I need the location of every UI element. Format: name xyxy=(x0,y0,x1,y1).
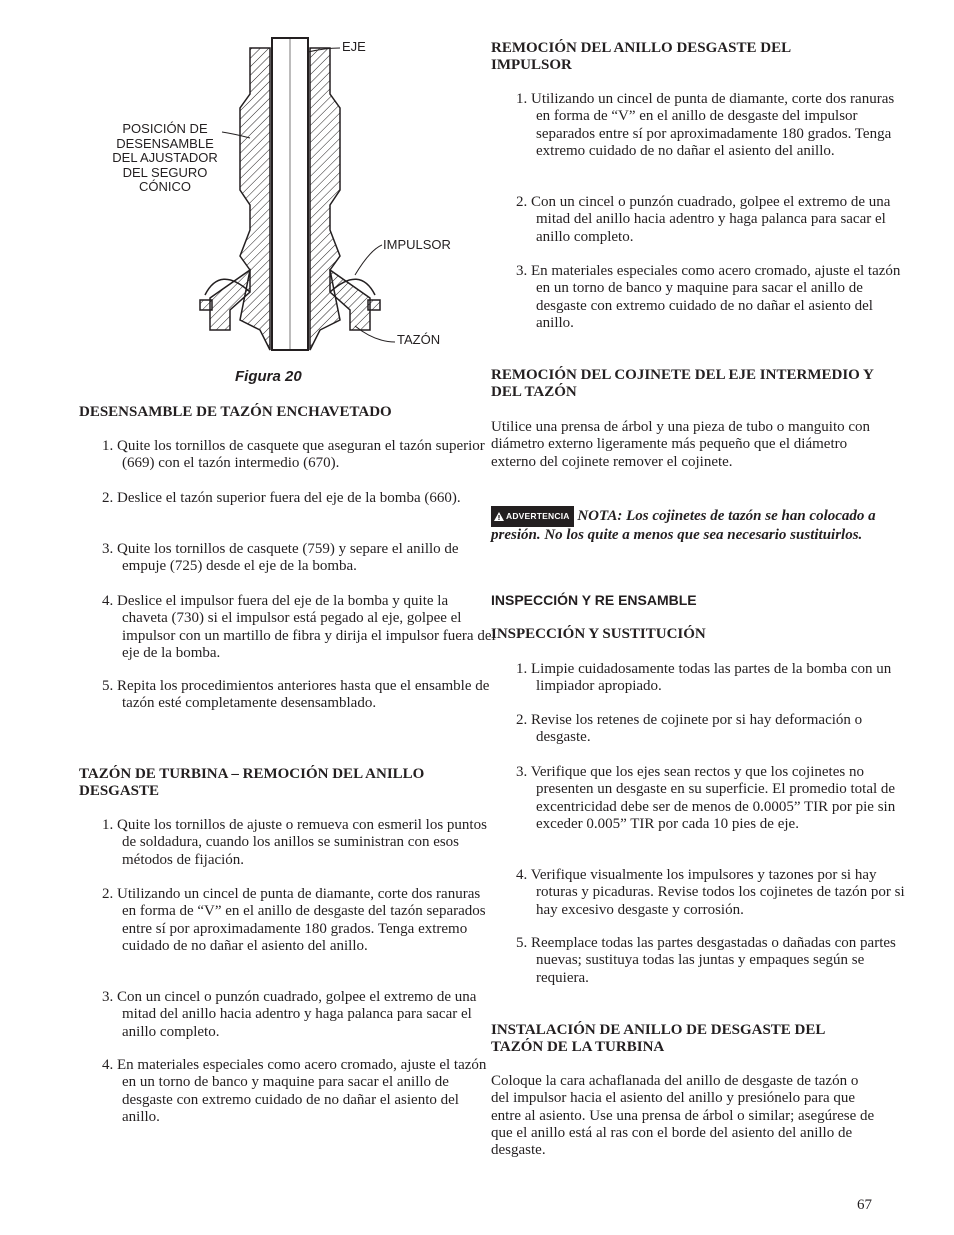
warning-badge-label: ADVERTENCIA xyxy=(506,511,570,521)
list-item: 2. Revise los retenes de cojinete por si hay deformación o desgaste. xyxy=(516,712,863,746)
label-eje: EJE xyxy=(342,39,366,54)
list-item: 1. Utilizando un cincel de punta de diamante, corte dos ranuras en forma de “V” en el anillo de desgaste del impulsor separados entre sí por aproximadamente 180 grados. Tenga extremo cuidado de no dañar el asiento del anillo. xyxy=(516,91,895,159)
figure-20 xyxy=(100,30,480,360)
list-item: 3. Con un cincel o punzón cuadrado, golpee el extremo de una mitad del anillo hacia adentro y haga palanca para sacar el anillo completo. xyxy=(102,989,477,1040)
section-heading: DESENSAMBLE DE TAZÓN ENCHAVETADO xyxy=(79,404,392,420)
warning-note xyxy=(491,506,883,545)
label-posicion-line: POSICIÓN DE xyxy=(122,121,208,136)
subsection-heading: INSPECCIÓN Y SUSTITUCIÓN xyxy=(491,626,706,642)
warning-badge xyxy=(491,506,574,527)
section-heading: REMOCIÓN DEL COJINETE DEL EJE INTERMEDIO Y DEL TAZÓN xyxy=(491,367,874,401)
label-posicion xyxy=(100,122,230,195)
label-posicion-line: DEL SEGURO xyxy=(122,164,208,180)
section-heading: REMOCIÓN DEL ANILLO DESGASTE DEL IMPULSOR xyxy=(491,40,791,74)
page-number: 67 xyxy=(857,1197,872,1213)
list-item: 4. En materiales especiales como acero cromado, ajuste el tazón en un torno de banco y maquine para sacar el anillo de desgaste con extremo cuidado de no dañar el asiento del anillo. xyxy=(102,1057,487,1125)
list-item: 5. Reemplace todas las partes desgastadas o dañadas con partes nuevas; sustituya todas las juntas y empaques según se requiera. xyxy=(516,935,896,986)
list-item: 1. Quite los tornillos de ajuste o remueva con esmeril los puntos de soldadura, cuando los anillos se suministran con esos métodos de fijación. xyxy=(102,817,487,868)
warning-triangle-icon xyxy=(494,512,504,521)
paragraph: Coloque la cara achaflanada del anillo de desgaste de tazón o del impulsor hacia el asiento del anillo y presiónelo para que entre al asiento. Use una prensa de árbol o similar; asegúrese de que el anillo está al ras con el borde del asiento del anillo de desgaste. xyxy=(491,1073,875,1159)
list-item: 5. Repita los procedimientos anteriores hasta que el ensamble de tazón esté completamente desensamblado. xyxy=(102,678,490,712)
note-text: NOTA: Los cojinetes de tazón se han colocado a presión. No los quite a menos que sea necesario sustituirlos. xyxy=(491,508,876,544)
paragraph: Utilice una prensa de árbol y una pieza de tubo o manguito con diámetro externo ligeramente más pequeño que el diámetro externo del cojinete remover el cojinete. xyxy=(491,419,871,470)
label-impulsor: IMPULSOR xyxy=(383,237,451,252)
list-item: 3. Verifique que los ejes sean rectos y que los cojinetes no presenten un desgaste en su superficie. El promedio total de excentricidad debe ser de menos de 0.0005” TIR por pie sin exceder 0.005” TIR por cada 10 pies de eje. xyxy=(516,764,896,832)
list-item: 1. Quite los tornillos de casquete que aseguran el tazón superior (669) con el tazón intermedio (670). xyxy=(102,438,485,472)
list-item: 2. Utilizando un cincel de punta de diamante, corte dos ranuras en forma de “V” en el anillo de desgaste del tazón separados entre sí por aproximadamente 180 grados. Tenga extremo cuidado de no dañar el asiento del anillo. xyxy=(102,886,486,954)
figure-caption: Figura 20 xyxy=(235,368,302,385)
list-item: 4. Deslice el impulsor fuera del eje de la bomba y quite la chaveta (730) si el impulsor está pegado al eje, golpee el impulsor con un martillo de fibra y dirija el impulsor fuera del eje de la bomba. xyxy=(102,593,496,661)
section-heading: INSPECCIÓN Y RE ENSAMBLE xyxy=(491,592,697,608)
label-posicion-line: DESENSAMBLE xyxy=(116,135,214,151)
section-heading: TAZÓN DE TURBINA – REMOCIÓN DEL ANILLO DESGASTE xyxy=(79,766,425,800)
list-item: 3. Quite los tornillos de casquete (759) y separe el anillo de empuje (725) desde el eje de la bomba. xyxy=(102,541,459,575)
label-tazon: TAZÓN xyxy=(397,332,441,347)
list-item: 3. En materiales especiales como acero cromado, ajuste el tazón en un torno de banco y maquine para sacar el anillo de desgaste con extremo cuidado de no dañar el asiento del anillo. xyxy=(516,263,901,331)
label-posicion-line: DEL AJUSTADOR xyxy=(112,150,218,165)
pump-bowl-drawing xyxy=(100,30,480,360)
list-item: 1. Limpie cuidadosamente todas las partes de la bomba con un limpiador apropiado. xyxy=(516,661,892,695)
list-item: 4. Verifique visualmente los impulsores y tazones por si hay roturas y picaduras. Revise todos los cojinetes de tazón por si hay excesivo desgaste y corrosión. xyxy=(516,867,905,918)
list-item: 2. Deslice el tazón superior fuera del eje de la bomba (660). xyxy=(102,490,461,506)
list-item: 2. Con un cincel o punzón cuadrado, golpee el extremo de una mitad del anillo hacia adentro y haga palanca para sacar el anillo completo. xyxy=(516,194,891,245)
section-heading: INSTALACIÓN DE ANILLO DE DESGASTE DEL TAZÓN DE LA TURBINA xyxy=(491,1022,825,1056)
label-posicion-line: CÓNICO xyxy=(139,179,191,194)
